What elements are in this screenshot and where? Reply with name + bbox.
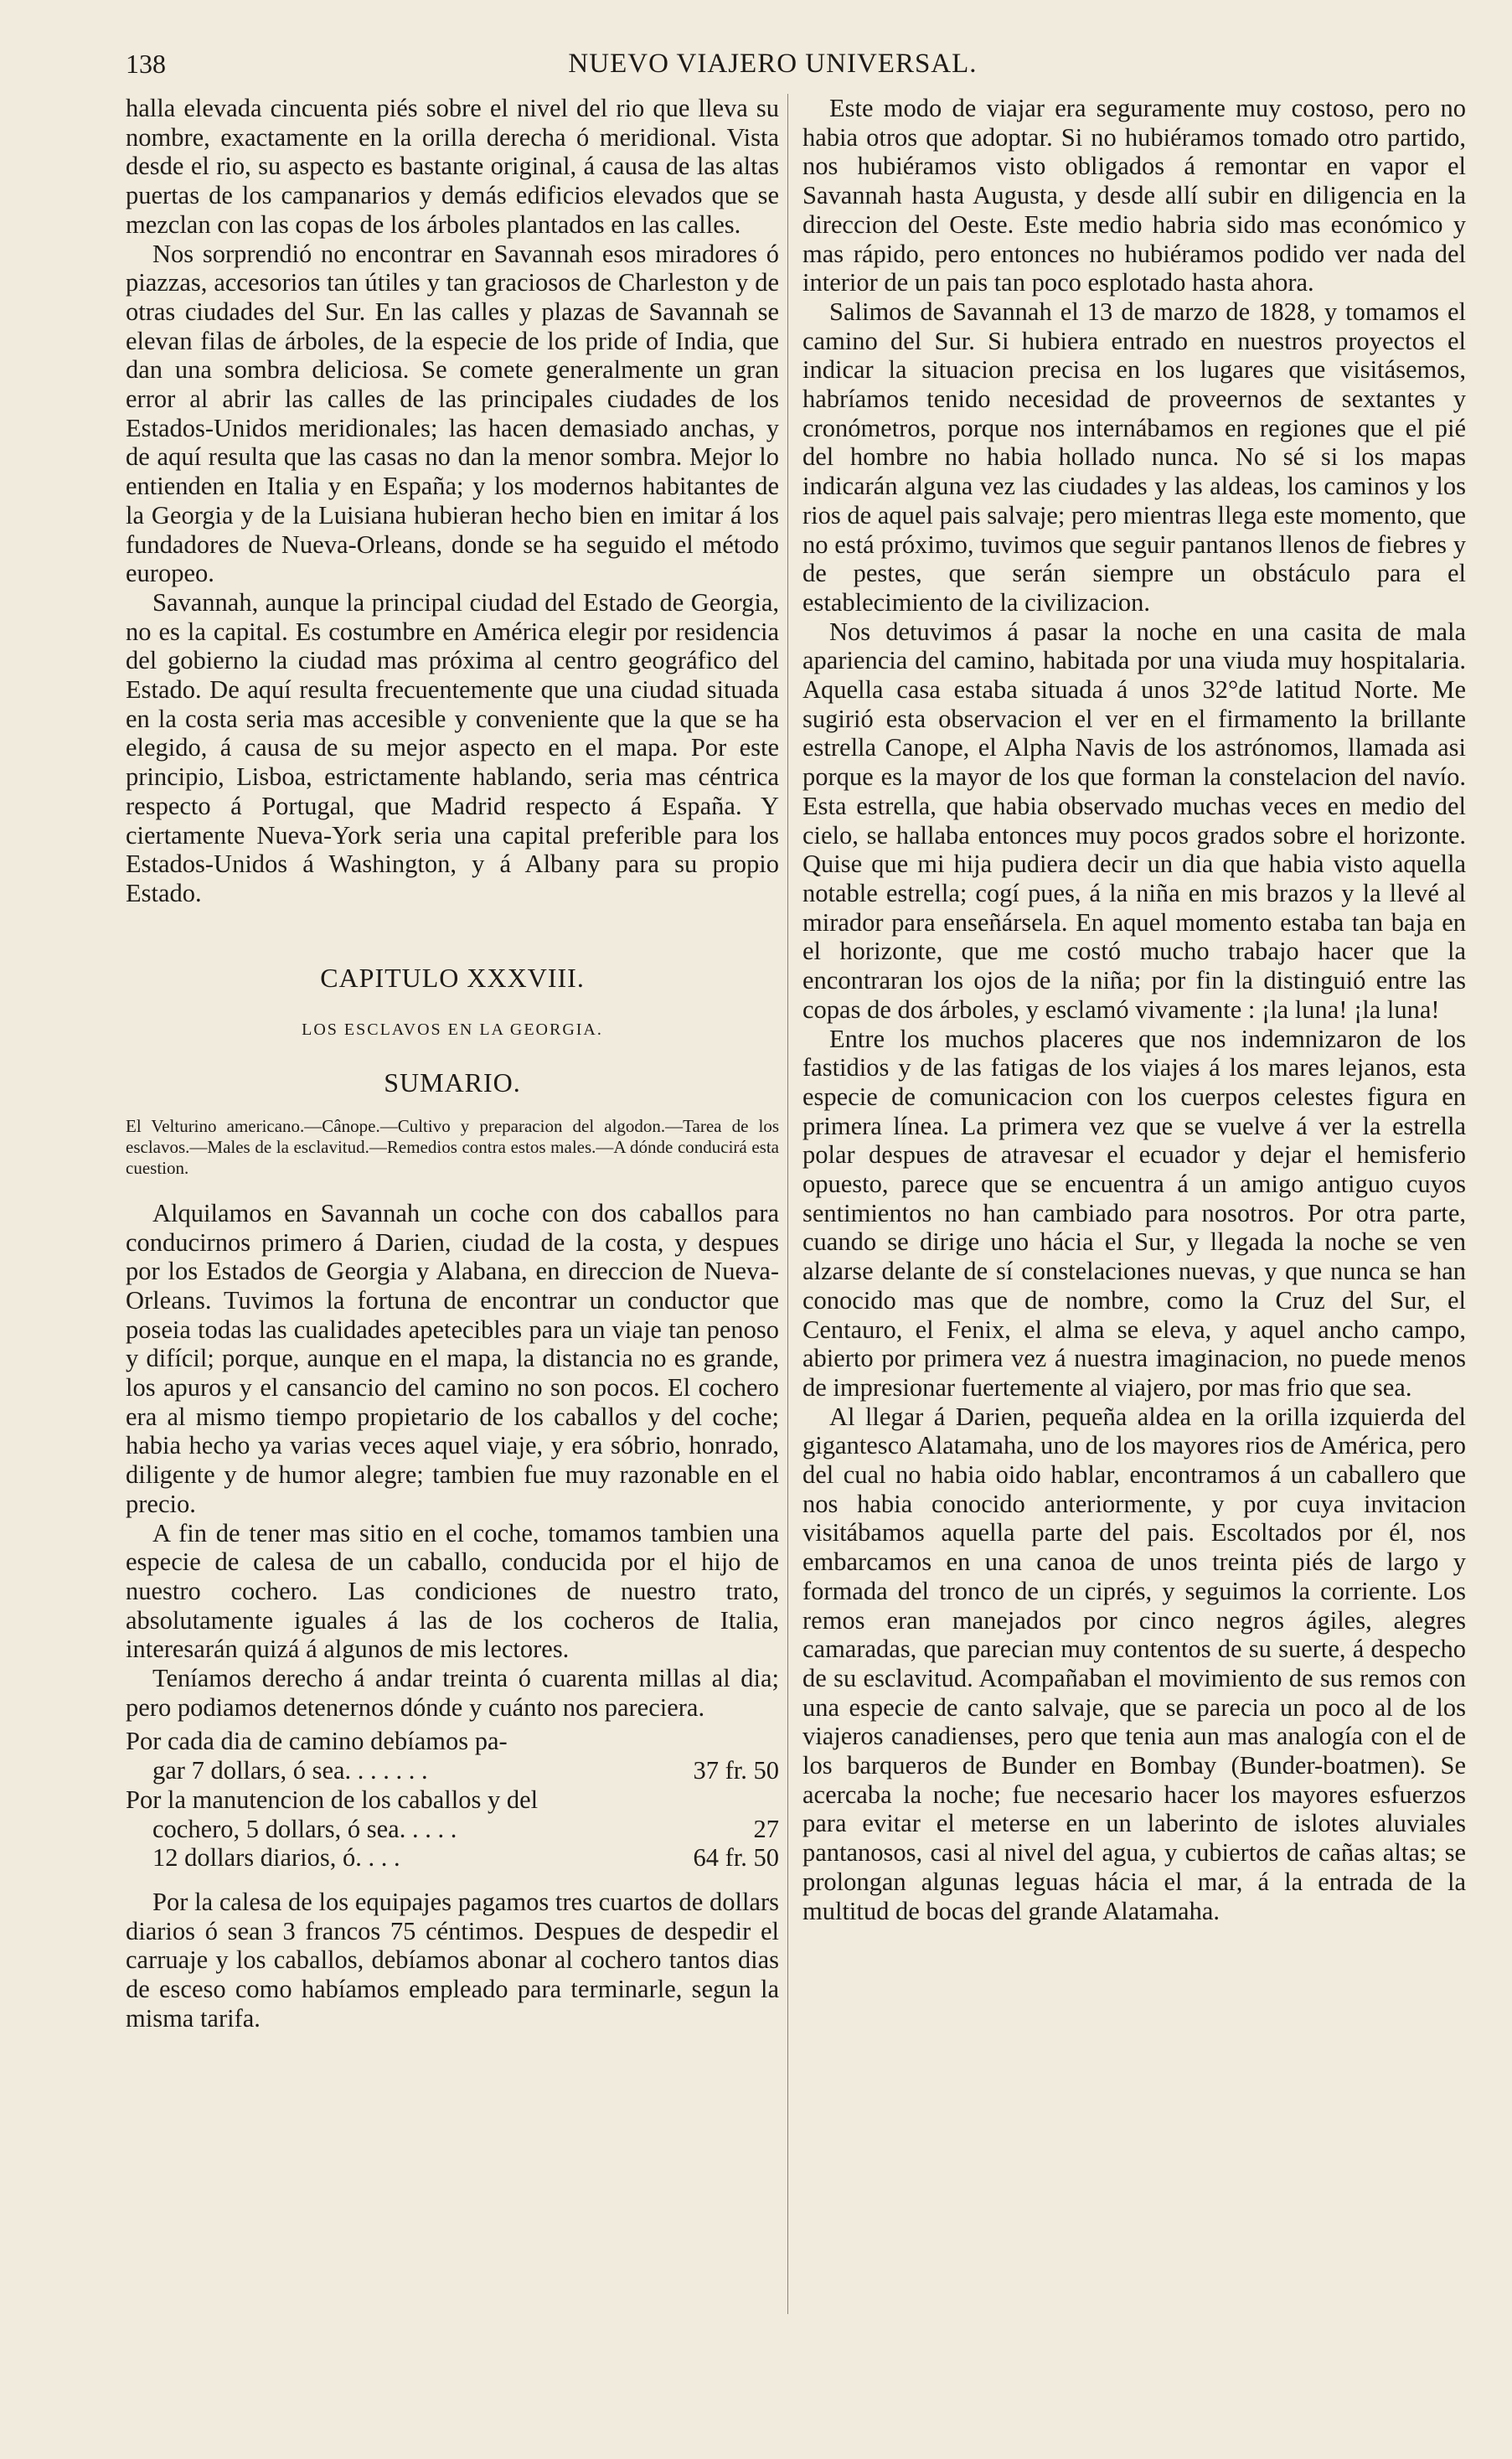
paragraph: Alquilamos en Savannah un coche con dos caballos para conducirnos primero á Darien, ciudad de la costa, y despues por los Estados de Georgia y Alabana, en direccion de Nueva-Orleans. Tuvimos la fortuna de encontrar un conductor que poseia todas las cualidades apetecibles para un viaje tan penoso y difícil; porque, aunque en el mapa, la distancia no es grande, los apuros y el cansancio del camino no son pocos. El cochero era al mismo tiempo propietario de los caballos y del coche; habia hecho ya varias veces aquel viaje, y era sóbrio, honrado, diligente y de humor alegre; tambien fue muy razonable en el precio. xyxy=(126,1198,779,1518)
paragraph: Nos sorprendió no encontrar en Savannah esos miradores ó piazzas, accesorios tan útiles y tan graciosos de Charleston y de otras ciudades del Sur. En las calles y plazas de Savannah se elevan filas de árboles, de la especie de los pride of India, que dan una sombra deliciosa. Se comete generalmente un gran error al abrir las calles de las principales ciudades de los Estados-Unidos meridionales; las hacen demasiado anchas, y de aquí resulta que las casas no dan la menor sombra. Mejor lo entienden en Italia y en España; y los modernos habitantes de la Georgia y de la Luisiana hubieran hecho bien en imitar á los fundadores de Nueva-Orleans, donde se ha seguido el método europeo. xyxy=(126,239,779,588)
paragraph: Nos detuvimos á pasar la noche en una casita de mala apariencia del camino, habitada por una viuda muy hospitalaria. Aquella casa estaba situada á unos 32°de latitud Norte. Me sugirió esta observacion el ver en el firmamento la brillante estrella Canope, el Alpha Navis de los astrónomos, llamada asi porque es la mayor de los que forman la constelacion del navío. Esta estrella, que habia observado muchas veces en medio del cielo, se hallaba entonces muy pocos grados sobre el horizonte. Quise que mi hija pudiera decir un dia que habia visto aquella notable estrella; cogí pues, á la niña en mis brazos y la llevé al mirador para enseñársela. En aquel momento estaba tan baja en el horizonte, que me costó mucho trabajo hacer que la encontraran los ojos de la niña; por fin la distinguió entre las copas de dos árboles, y esclamó vivamente : ¡la luna! ¡la luna! xyxy=(802,617,1466,1024)
running-title: NUEVO VIAJERO UNIVERSAL. xyxy=(568,49,978,79)
paragraph: A fin de tener mas sitio en el coche, tomamos tambien una especie de calesa de un caballo, conducida por el hijo de nuestro cochero. Las condiciones de nuestro trato, absolutamente iguales á las de los cocheros de Italia, interesarán quizá á algunos de mis lectores. xyxy=(126,1518,779,1664)
running-head xyxy=(126,49,1420,84)
cost-row xyxy=(126,1843,779,1873)
paragraph: halla elevada cincuenta piés sobre el nivel del rio que lleva su nombre, exactamente en la orilla derecha ó meridional. Vista desde el rio, su aspecto es bastante original, á causa de las altas puertas de los campanarios y demás edificios elevados que se mezclan con las copas de los árboles plantados en las calles. xyxy=(126,94,779,239)
cost-line: Por cada dia de camino debíamos pa- xyxy=(126,1727,508,1756)
right-column xyxy=(802,94,1466,1925)
column-divider xyxy=(787,94,788,2314)
paragraph: Teníamos derecho á andar treinta ó cuarenta millas al dia; pero podiamos detenernos dónde y cuánto nos pareciera. xyxy=(126,1664,779,1722)
left-column xyxy=(126,94,779,2033)
cost-line: gar 7 dollars, ó sea. . . . . . . xyxy=(152,1756,428,1785)
cost-amount: 64 fr. 50 xyxy=(693,1843,779,1873)
cost-row xyxy=(126,1785,779,1843)
paragraph: Salimos de Savannah el 13 de marzo de 1828, y tomamos el camino del Sur. Si hubiera entrado en nuestros proyectos el indicar la situacion precisa en los lugares que visitásemos, habríamos tenido necesidad de proveernos de sextantes y cronómetros, porque nos internábamos en regiones que el pié del hombre no habia hollado nunca. No sé si los mapas indicarán alguna vez las ciudades y las aldeas, los caminos y los rios de aquel pais salvaje; pero mientras llega este momento, que no está próximo, tuvimos que seguir pantanos llenos de fiebres y de pestes, que serán siempre un obstáculo para el establecimiento de la civilizacion. xyxy=(802,297,1466,617)
cost-line: 12 dollars diarios, ó. . . . xyxy=(152,1843,400,1873)
cost-row xyxy=(126,1727,779,1785)
cost-table xyxy=(126,1727,779,1873)
paragraph: Al llegar á Darien, pequeña aldea en la orilla izquierda del gigantesco Alatamaha, uno de los mayores rios de América, pero del cual no habia oido hablar, encontramos á un caballero que nos habia conocido anteriormente, y por cuya invitacion visitábamos aquella parte del pais. Escoltados por él, nos embarcamos en una canoa de unos treinta piés de largo y formada del tronco de un ciprés, y seguimos la corriente. Los remos eran manejados por cinco negros ágiles, alegres camaradas, que parecian muy contentos de su suerte, á despecho de su esclavitud. Acompañaban el movimiento de sus remos con una especie de canto salvaje, que se parecia un poco al de los viajeros canadienses, pero que tenia aun mas analogía con el de los barqueros de Bunder en Bombay (Bunder-boatmen). Se acercaba la noche; fue necesario hacer los mayores esfuerzos para evitar el meterse en un laberinto de islotes aluviales pantanosos, casi al nivel del agua, y cubiertos de cañas altas; se prolongan algunas leguas hácia el mar, á la entrada de la multitud de bocas del grande Alatamaha. xyxy=(802,1402,1466,1925)
cost-line: cochero, 5 dollars, ó sea. . . . . xyxy=(152,1814,457,1843)
summary-text: El Velturino americano.—Cânope.—Cultivo y preparacion del algodon.—Tarea de los esclavos.—Males de la esclavitud.—Remedios contra estos males.—A dónde conducirá esta cuestion. xyxy=(126,1115,779,1178)
cost-line: Por la manutencion de los caballos y del xyxy=(126,1785,539,1814)
paragraph: Por la calesa de los equipajes pagamos tres cuartos de dollars diarios ó sean 3 francos 75 céntimos. Despues de despedir el carruaje y los caballos, debíamos abonar al cochero tantos dias de esceso como habíamos empleado para terminarle, segun la misma tarifa. xyxy=(126,1887,779,2033)
paragraph: Savannah, aunque la principal ciudad del Estado de Georgia, no es la capital. Es costumbre en América elegir por residencia del gobierno la ciudad mas próxima al centro geográfico del Estado. De aquí resulta frecuentemente que una ciudad situada en la costa seria mas accesible y conveniente que la que se ha elegido, á causa de su mejor aspecto en el mapa. Por este principio, Lisboa, estrictamente hablando, seria mas céntrica respecto á Portugal, que Madrid respecto á España. Y ciertamente Nueva-York seria una capital preferible para los Estados-Unidos á Washington, y á Albany para su propio Estado. xyxy=(126,587,779,907)
paragraph: Entre los muchos placeres que nos indemnizaron de los fastidios y de las fatigas de los viajes á los mares lejanos, esta especie de comunicacion con los cuerpos celestes figura en primera línea. La primera vez que se vuelve á ver la estrella polar despues de atravesar el ecuador y dejar el hemisferio opuesto, parece que se encuentra á un amigo antiguo cuyos sentimientos no han cambiado para nosotros. Por otra parte, cuando se dirige uno hácia el Sur, y llegada la noche se ven alzarse delante de sí constelaciones nuevas, y que nunca se han conocido mas que de nombre, como la Cruz del Sur, el Centauro, el Fenix, el alma se eleva, y aquel ancho campo, abierto por primera vez á nuestra imaginacion, no puede menos de impresionar fuertemente al viajero, por mas frio que sea. xyxy=(802,1024,1466,1402)
cost-amount: 27 xyxy=(753,1814,779,1843)
page-number: 138 xyxy=(126,49,166,79)
chapter-subtitle: LOS ESCLAVOS EN LA GEORGIA. xyxy=(302,1020,603,1040)
summary-title: SUMARIO. xyxy=(384,1067,521,1098)
cost-amount: 37 fr. 50 xyxy=(693,1756,779,1785)
chapter-title: CAPITULO XXXVIII. xyxy=(320,962,585,993)
paragraph: Este modo de viajar era seguramente muy costoso, pero no habia otros que adoptar. Si no hubiéramos tomado otro partido, nos hubiéramos visto obligados á remontar en vapor el Savannah hasta Augusta, y desde allí subir en diligencia en la direccion del Oeste. Este medio habria sido mas económico y mas rápido, pero entonces no hubiéramos podido ver nada del interior de un pais tan poco esplotado hasta ahora. xyxy=(802,94,1466,297)
